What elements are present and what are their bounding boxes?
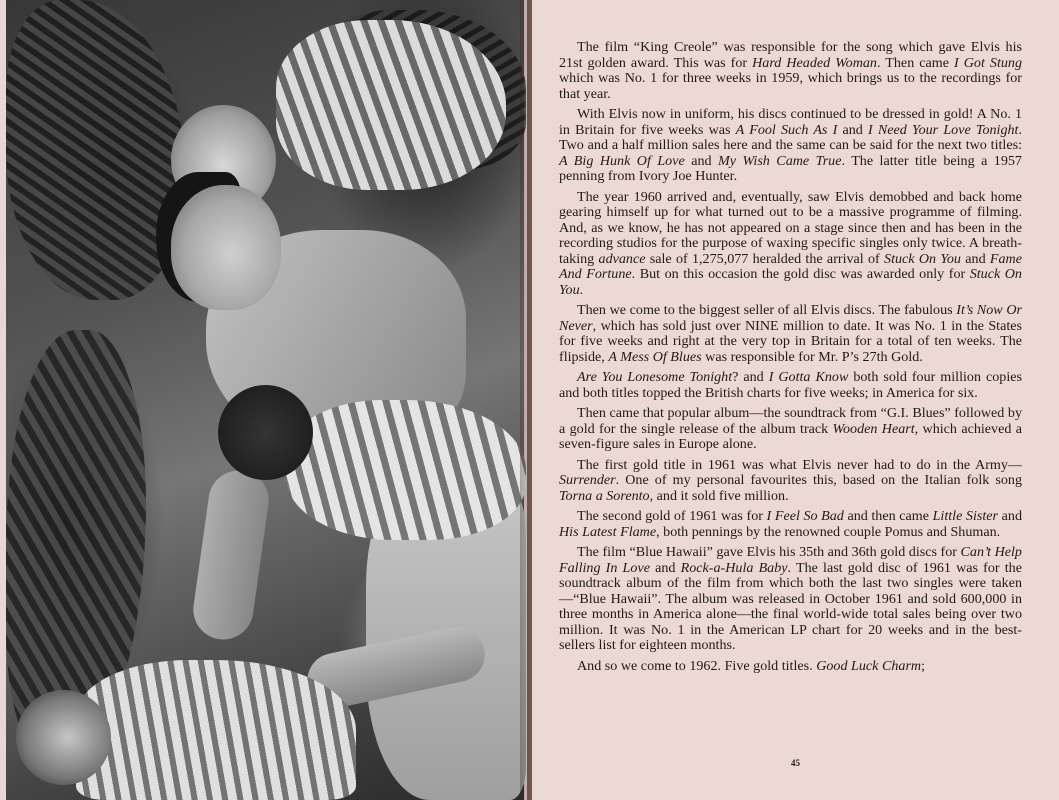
paragraph-text: , which achieved a seven-figure sales in Europe alone.: [559, 420, 1023, 452]
paragraph-text: . The last gold disc of 1961 was for the soundtrack album of the film from which both the last two singles were taken—“Blue Hawaii”. The album was released in October 1961 and sold 600,000 in three months in America alone—the final world-wide total sales being over two million. It was No. 1 in the American LP chart for 20 weeks and in the best-sellers list for eighteen months.: [559, 559, 1022, 653]
paragraph-text: The film “King Creole” was responsible for the song which gave Elvis his 21st golden award. This was for: [559, 39, 1022, 71]
song-title: Can’t Help Falling In Love: [559, 544, 1022, 576]
paragraph: [559, 659, 1022, 675]
paragraph-text: The second gold of 1961 was for: [577, 508, 767, 524]
song-title: Hard Headed Woman: [752, 54, 877, 71]
boy-middle-striped-shirt: [286, 400, 526, 540]
left-page: [0, 0, 527, 800]
song-title: A Big Hunk Of Love: [559, 152, 685, 169]
paragraph: [559, 40, 1022, 102]
paragraph-text: The first gold title in 1961 was what Elvis never had to do in the Army—: [577, 456, 1022, 473]
song-title: I Got Stung: [954, 54, 1022, 71]
paragraph-text: Then came that popular album—the soundtrack from “G.I. Blues” followed by a gold for the single release of the album track: [559, 405, 1022, 437]
song-title: Torna a Sorento: [559, 487, 650, 504]
paragraph: [559, 370, 1022, 401]
paragraph: [559, 545, 1022, 654]
paragraph: [559, 458, 1022, 505]
elvis-arm: [189, 467, 272, 644]
paragraph-text: sale of 1,275,077 heralded the arrival of: [645, 250, 885, 267]
song-title: I Need Your Love Tonight: [868, 121, 1019, 138]
song-title: Surrender: [559, 472, 616, 488]
song-title: Wooden Heart: [832, 420, 915, 437]
paragraph-text: , and it sold five million.: [649, 487, 789, 504]
song-title: My Wish Came True: [718, 152, 842, 169]
song-title: Little Sister: [932, 508, 999, 524]
elvis-with-children-photo: [6, 0, 524, 800]
paragraph-text: . One of my personal favourites this, based on the Italian folk song: [615, 472, 1022, 488]
song-title: It’s Now Or Never: [559, 302, 1022, 334]
paragraph-text: and: [837, 121, 869, 138]
paragraph-text: . Two and a half million sales here and the same can be said for the next two titles:: [559, 121, 1022, 153]
boy-bottom-face: [16, 690, 111, 785]
paragraph-text: and: [960, 250, 990, 267]
emphasis: advance: [598, 250, 646, 267]
paragraph-text: which was No. 1 for three weeks in 1959, which brings us to the recordings for that year.: [559, 70, 1022, 102]
song-title: I Feel So Bad: [766, 508, 844, 524]
song-title: A Fool Such As I: [735, 121, 838, 138]
paragraph: [559, 107, 1022, 185]
paragraph-text: and: [684, 152, 718, 169]
right-page: [532, 0, 1059, 800]
paragraph-text: and: [649, 559, 681, 576]
song-title: Stuck On You: [884, 250, 961, 267]
song-title: Good Luck Charm: [816, 657, 922, 674]
paragraph-text: ? and: [732, 369, 769, 385]
article-column: [559, 40, 1022, 679]
paragraph-text: . Then came: [876, 54, 955, 71]
paragraph-text: .: [579, 281, 584, 298]
paragraph: [559, 406, 1022, 453]
paragraph-text: And so we come to 1962. Five gold titles.: [577, 657, 817, 674]
paragraph-text: The film “Blue Hawaii” gave Elvis his 35th and 36th gold discs for: [577, 544, 961, 560]
paragraph-text: Then we come to the biggest seller of all Elvis discs. The fabulous: [577, 302, 957, 318]
song-title: Are You Lonesome Tonight: [577, 369, 733, 385]
boy-top-striped-shirt: [276, 20, 506, 190]
paragraph-text: With Elvis now in uniform, his discs continued to be dressed in gold! A No. 1 in Britain for five weeks was: [559, 106, 1022, 138]
paragraph-text: and: [998, 508, 1022, 524]
song-title: A Mess Of Blues: [608, 348, 702, 365]
paragraph-text: The year 1960 arrived and, eventually, saw Elvis demobbed and back home gearing himself up for what turned out to be a massive programme of filming. And, as we know, he has not appeared on a stage since then and has been in the recording studios for the purpose of waxing specific singles only twice. A breath-taking: [559, 188, 1022, 267]
paragraph-text: , both pennings by the renowned couple Pomus and Shuman.: [656, 523, 1001, 540]
paragraph-text: , which has sold just over NINE million to date. It was No. 1 in the States for five weeks and right at the very top in Britain for a total of ten weeks. The flipside,: [559, 317, 1022, 365]
paragraph: [559, 509, 1022, 540]
paragraph-text: . But on this occasion the gold disc was awarded only for: [631, 266, 970, 282]
elvis-face: [171, 185, 281, 310]
page-number: 45: [791, 758, 800, 768]
paragraph-text: both sold four million copies and both titles topped the British charts for five weeks; in America for six.: [559, 369, 1023, 401]
song-title: His Latest Flame: [559, 523, 657, 540]
paragraph-text: and then came: [843, 508, 933, 524]
song-title: Stuck On You: [559, 266, 1022, 298]
paragraph-text: . The latter title being a 1957 penning from Ivory Joe Hunter.: [559, 152, 1022, 184]
song-title: Fame And Fortune: [559, 250, 1022, 282]
paragraph-text: ;: [921, 657, 926, 674]
song-title: Rock-a-Hula Baby: [680, 559, 788, 576]
paragraph: [559, 190, 1022, 299]
paragraph-text: was responsible for Mr. P’s 27th Gold.: [701, 348, 923, 365]
boy-middle-head: [218, 385, 313, 480]
song-title: I Gotta Know: [768, 369, 849, 385]
boy-bottom-striped-shirt: [76, 660, 356, 800]
paragraph: [559, 303, 1022, 365]
